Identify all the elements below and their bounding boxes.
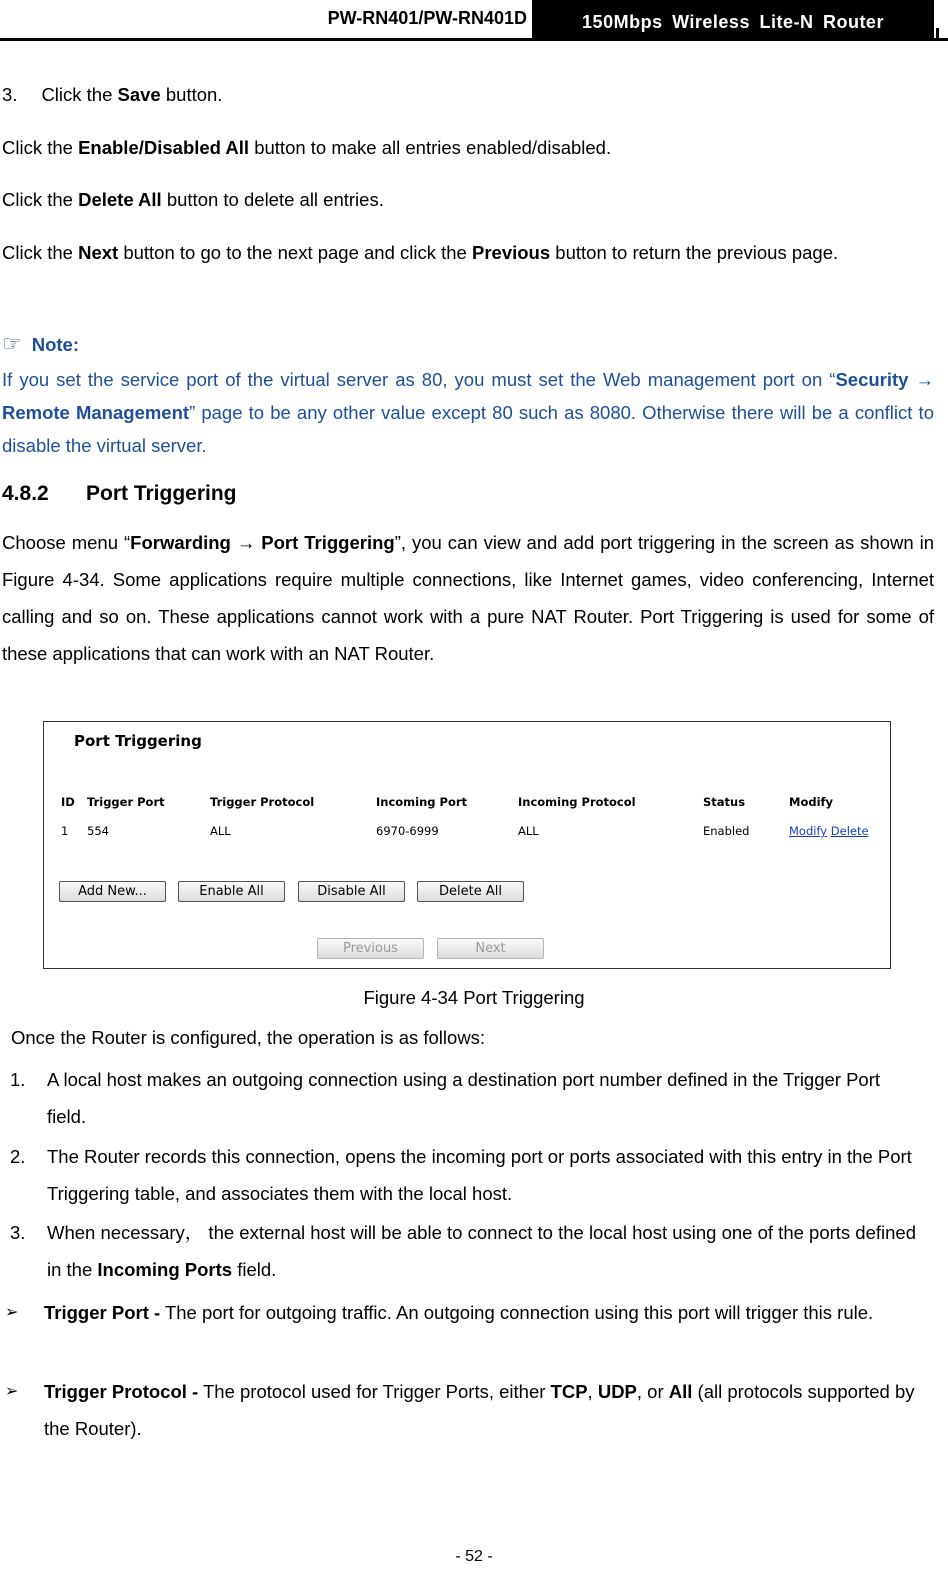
header-tick [936,28,939,40]
col-modify-header: Modify [789,795,834,809]
section-intro: Choose menu “Forwarding → Port Triggering”, you can view and add port triggering in the screen as shown in Figure 4-34. Some applications require multiple connections, like Internet games, video conferencing, Internet calling and so on. These applications cannot work with a pure NAT Router. Port Triggering is used for some of these applications that can work with an NAT Router. [2,532,935,664]
note-text: If you set the service port of the virtual server as 80, you must set the Web management port on “Security → Remote Management” page to be any other value except 80 such as 8080. Otherwise there will be a conflict to disable the virtual server. [2,369,934,456]
col-trigger-port-header: Trigger Port [87,795,165,809]
cell-trigger-protocol: ALL [210,824,231,838]
delete-link[interactable]: Delete [830,824,869,838]
pointing-hand-icon: ☞ [2,331,22,356]
port-triggering-screenshot [43,721,891,969]
header-model: PW-RN401/PW-RN401D [327,8,527,28]
cell-incoming-port: 6970-6999 [376,824,439,838]
para-enable-all: Click the Enable/Disabled All button to make all entries enabled/disabled. [2,137,612,158]
cell-status: Enabled [703,824,750,838]
col-trigger-protocol-header: Trigger Protocol [210,795,315,809]
ops-item-3: 3. When necessary， the external host will be able to connect to the local host using one of the ports defined in the Incoming Ports field. [10,1222,916,1280]
page-header [0,0,948,42]
cell-id: 1 [61,824,69,838]
para-next-previous: Click the Next button to go to the next page and click the Previous button to return the previous page. [2,242,839,263]
para-delete-all: Click the Delete All button to delete all entries. [2,189,384,210]
arrow-bullet-icon: ➢ [5,1304,19,1321]
enable-all-button[interactable]: Enable All [178,881,285,902]
next-button[interactable]: Next [437,938,544,959]
header-product: 150Mbps Wireless Lite-N Router [532,0,934,40]
ops-item-2: 2. The Router records this connection, opens the incoming port or ports associated with this entry in the Port Triggering table, and associates them with the local host. [10,1146,912,1204]
header-rule [0,38,948,41]
page-number: - 52 - [455,1548,493,1565]
add-new-button[interactable]: Add New... [59,881,166,902]
previous-button[interactable]: Previous [317,938,424,959]
col-incoming-port-header: Incoming Port [376,795,468,809]
bullet-trigger-protocol: ➢ Trigger Protocol - The protocol used for Trigger Ports, either TCP, UDP, or All (all protocols supported by the Router). [5,1373,925,1447]
arrow-bullet-icon: ➢ [5,1383,19,1400]
delete-all-button[interactable]: Delete All [417,881,524,902]
modify-link[interactable]: Modify [789,824,828,838]
cell-trigger-port: 554 [87,824,109,838]
cell-incoming-protocol: ALL [518,824,539,838]
step-save: 3. Click the Save button. [2,84,223,105]
figure-caption: Figure 4-34 Port Triggering [363,987,585,1008]
cell-modify [789,824,869,838]
panel-title: Port Triggering [74,732,202,750]
ops-item-1: 1. A local host makes an outgoing connection using a destination port number defined in the Trigger Port field. [10,1069,881,1127]
col-incoming-protocol-header: Incoming Protocol [518,795,636,809]
section-heading: 4.8.2 Port Triggering [2,482,237,505]
col-id-header: ID [61,795,75,809]
disable-all-button[interactable]: Disable All [298,881,405,902]
ops-intro: Once the Router is configured, the operation is as follows: [11,1027,486,1048]
bullet-trigger-port: ➢ Trigger Port - The port for outgoing traffic. An outgoing connection using this port will trigger this rule. [5,1294,925,1331]
note-heading: ☞ Note: [2,331,80,356]
col-status-header: Status [703,795,746,809]
